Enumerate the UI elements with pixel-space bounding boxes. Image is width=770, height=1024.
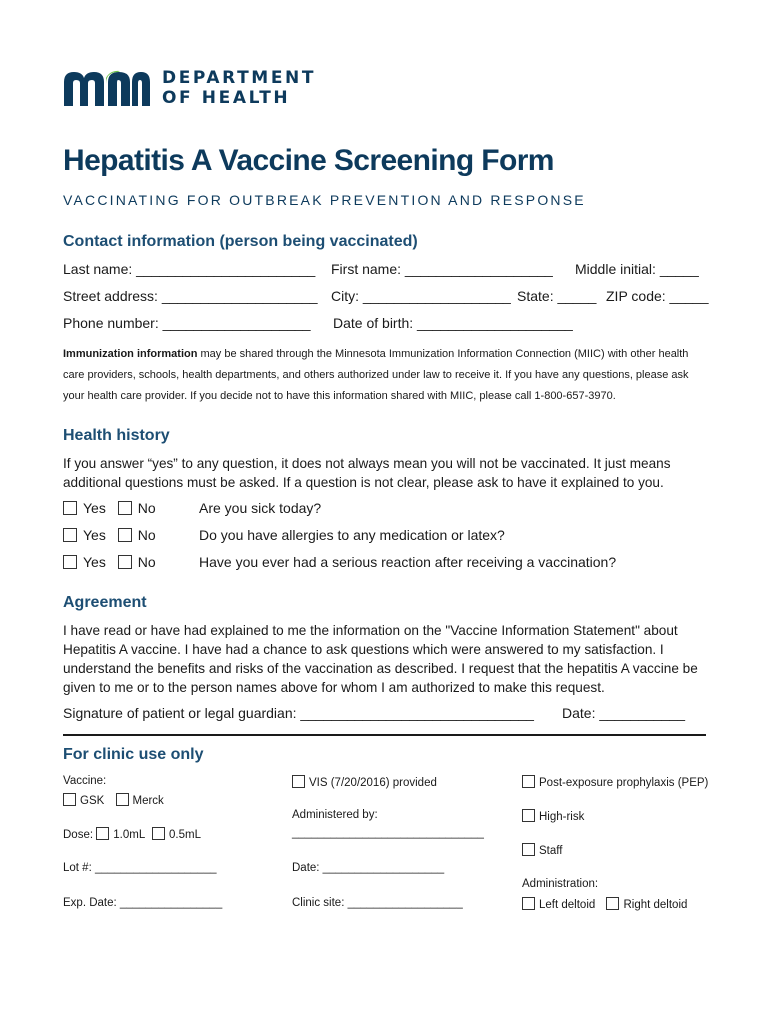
vis-option bbox=[292, 775, 437, 789]
high-risk-checkbox[interactable] bbox=[522, 809, 535, 822]
no-label: No bbox=[137, 527, 156, 543]
dose-1ml-checkbox[interactable] bbox=[96, 827, 109, 840]
middle-initial-field[interactable]: Middle initial: _____ bbox=[575, 261, 699, 277]
date-of-birth-field[interactable]: Date of birth: ____________________ bbox=[333, 315, 573, 331]
gsk-checkbox[interactable] bbox=[63, 793, 76, 806]
administered-by-field[interactable]: ______________________________ bbox=[292, 827, 484, 839]
contact-heading: Contact information (person being vaccinated) bbox=[63, 233, 418, 250]
yes-checkbox[interactable] bbox=[63, 528, 77, 542]
page-subtitle: VACCINATING FOR OUTBREAK PREVENTION AND RESPONSE bbox=[63, 192, 586, 208]
question-text: Are you sick today? bbox=[199, 500, 322, 516]
question-text: Do you have allergies to any medication or latex? bbox=[199, 527, 505, 543]
page-title: Hepatitis A Vaccine Screening Form bbox=[63, 144, 554, 177]
no-checkbox[interactable] bbox=[118, 528, 132, 542]
department-name bbox=[162, 68, 316, 108]
immunization-notice-bold: Immunization information bbox=[63, 348, 198, 360]
first-name-field[interactable]: First name: ___________________ bbox=[331, 261, 553, 277]
no-checkbox[interactable] bbox=[118, 555, 132, 569]
street-address-field[interactable]: Street address: ____________________ bbox=[63, 288, 318, 304]
vaccine-options bbox=[63, 793, 164, 807]
health-heading: Health history bbox=[63, 427, 170, 444]
department-line2: OF HEALTH bbox=[162, 88, 291, 108]
left-deltoid-checkbox[interactable] bbox=[522, 897, 535, 910]
mn-logo bbox=[62, 68, 152, 108]
right-deltoid-label: Right deltoid bbox=[623, 899, 688, 911]
pep-checkbox[interactable] bbox=[522, 775, 535, 788]
dose-label: Dose: bbox=[63, 829, 94, 841]
clinic-site-field[interactable]: Clinic site: __________________ bbox=[292, 897, 463, 909]
yes-checkbox[interactable] bbox=[63, 501, 77, 515]
vaccine-label: Vaccine: bbox=[63, 775, 107, 787]
no-label: No bbox=[137, 554, 156, 570]
phone-number-field[interactable]: Phone number: ___________________ bbox=[63, 315, 311, 331]
administration-label: Administration: bbox=[522, 878, 599, 890]
dose-05ml-label: 0.5mL bbox=[169, 829, 201, 841]
question-row bbox=[63, 527, 156, 543]
agreement-text: I have read or have had explained to me the information on the "Vaccine Information Statement" about Hepatitis A vaccine. I have had a chance to ask questions which were answered to my satisfaction. I understand the benefits and risks of the vaccination as described. I request that the hepatitis A vaccine be given to me or to the person names above for whom I am authorized to make this request. bbox=[63, 623, 698, 695]
question-text: Have you ever had a serious reaction after receiving a vaccination? bbox=[199, 554, 617, 570]
lot-number-field[interactable]: Lot #: ___________________ bbox=[63, 862, 217, 874]
clinic-heading: For clinic use only bbox=[63, 746, 204, 763]
yes-label: Yes bbox=[83, 554, 106, 570]
gsk-label: GSK bbox=[80, 795, 105, 807]
staff-option bbox=[522, 843, 562, 857]
agreement-heading: Agreement bbox=[63, 594, 147, 611]
pep-label: Post-exposure prophylaxis (PEP) bbox=[539, 777, 709, 789]
left-deltoid-label: Left deltoid bbox=[539, 899, 596, 911]
dose-1ml-label: 1.0mL bbox=[113, 829, 145, 841]
clinic-date-field[interactable]: Date: ___________________ bbox=[292, 862, 445, 874]
merck-label: Merck bbox=[132, 795, 164, 807]
state-field[interactable]: State: _____ bbox=[517, 288, 597, 304]
yes-label: Yes bbox=[83, 527, 106, 543]
last-name-field[interactable]: Last name: _______________________ bbox=[63, 261, 316, 277]
yes-checkbox[interactable] bbox=[63, 555, 77, 569]
right-deltoid-checkbox[interactable] bbox=[606, 897, 619, 910]
vis-checkbox[interactable] bbox=[292, 775, 305, 788]
department-line1: DEPARTMENT bbox=[162, 68, 317, 88]
city-field[interactable]: City: ___________________ bbox=[331, 288, 511, 304]
signature-date-field[interactable]: Date: ___________ bbox=[562, 705, 685, 721]
health-intro: If you answer “yes” to any question, it does not always mean you will not be vaccinated. It just means additional questions must be asked. If a question is not clear, please ask to have it explained to you. bbox=[63, 456, 671, 490]
exp-date-field[interactable]: Exp. Date: ________________ bbox=[63, 897, 223, 909]
yes-label: Yes bbox=[83, 500, 106, 516]
vis-label: VIS (7/20/2016) provided bbox=[309, 777, 437, 789]
high-risk-label: High-risk bbox=[539, 811, 585, 823]
pep-option bbox=[522, 775, 708, 789]
staff-label: Staff bbox=[539, 845, 563, 857]
immunization-notice bbox=[63, 344, 708, 407]
administration-options bbox=[522, 897, 687, 911]
immunization-notice-text: may be shared through the Minnesota Immunization Information Connection (MIIC) with other health care providers, schools, health departments, and others authorized under law to receive it. If you have any questions, please ask your health care provider. If you decide not to have this information shared with MIIC, please call 1-800-657-3970. bbox=[63, 348, 689, 402]
administered-by-label: Administered by: bbox=[292, 809, 378, 821]
zip-code-field[interactable]: ZIP code: _____ bbox=[606, 288, 709, 304]
question-row bbox=[63, 554, 156, 570]
merck-checkbox[interactable] bbox=[116, 793, 129, 806]
signature-field[interactable]: Signature of patient or legal guardian: ______________________________ bbox=[63, 705, 534, 721]
question-row bbox=[63, 500, 156, 516]
no-checkbox[interactable] bbox=[118, 501, 132, 515]
dose-options bbox=[63, 827, 201, 841]
high-risk-option bbox=[522, 809, 584, 823]
staff-checkbox[interactable] bbox=[522, 843, 535, 856]
section-divider bbox=[63, 734, 706, 736]
dose-05ml-checkbox[interactable] bbox=[152, 827, 165, 840]
no-label: No bbox=[137, 500, 156, 516]
